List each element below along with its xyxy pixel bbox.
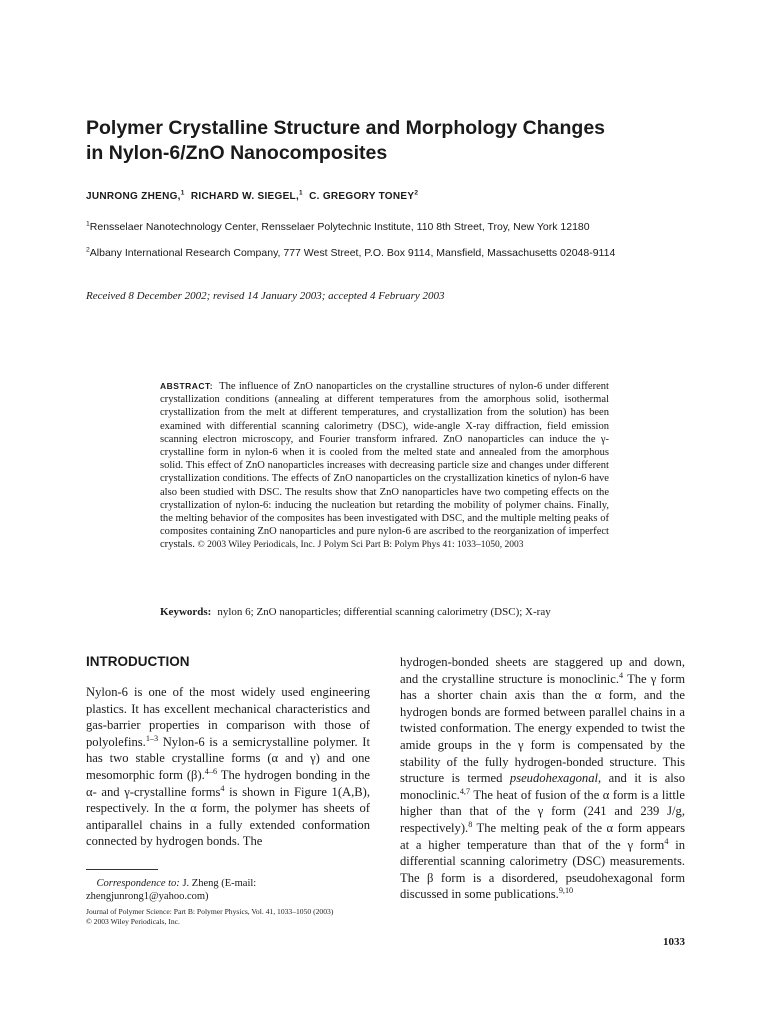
page-number: 1033 [663,936,685,948]
right-text-emphasis: pseudohexagonal [509,771,599,786]
affiliation-1-marker: 1 [86,220,90,228]
correspondence-footnote [86,877,370,903]
journal-copyright: © 2003 Wiley Periodicals, Inc. [86,917,180,926]
right-text-1: hydrogen-bonded sheets are staggered up and down, and the crystalline structure is monoclinic. [400,655,685,686]
right-ref-4: 4 [664,836,669,846]
body-column-left [86,684,370,850]
author-zheng: JUNRONG ZHENG, [86,191,181,202]
correspondence-label: Correspondence to: [96,878,180,889]
received-dates: Received 8 December 2002; revised 14 January 2003; accepted 4 February 2003 [86,290,445,302]
left-text-2: Nylon-6 is a semicrystalline polymer. It has two stable crystalline forms (α and γ) and one mesomorphic form (β). [86,734,370,782]
left-ref-1: 1–3 [145,733,159,743]
left-text-3: The hydrogen bonding in the α- and γ-crystalline forms [86,767,370,799]
section-heading-introduction: INTRODUCTION [86,654,190,669]
keywords-text: nylon 6; ZnO nanoparticles; differential scanning calorimetry (DSC); X-ray [217,606,551,618]
right-text-4: The heat of fusion of the α form is a little higher than that of the γ form (241 and 239 J/g, respectively). [400,787,685,835]
right-ref-2: 4,7 [459,786,471,796]
author-siegel-affiliation: 1 [299,189,303,197]
author-zheng-affiliation: 1 [180,189,185,197]
article-title [86,116,706,166]
abstract-citation: J Polym Sci Part B: Polym Phys 41: 1033–1050, 2003 [317,540,524,551]
author-toney-affiliation: 2 [414,189,419,197]
right-text-3: , and it is also monoclinic. [400,771,685,802]
affiliation-1 [86,220,590,234]
correspondence-text: J. Zheng (E-mail: zhengjunrong1@yahoo.com) [86,878,257,902]
keywords-label: Keywords: [160,606,212,618]
affiliation-1-text: Rensselaer Nanotechnology Center, Rensselaer Polytechnic Institute, 110 8th Street, Troy, New York 12180 [89,221,590,233]
body-column-right [400,654,685,903]
left-text-1: Nylon-6 is one of the most widely used engineering plastics. It has excellent mechanical characteristics and gas-barrier properties in comparison with those of polyolefins. [86,685,370,749]
abstract-copyright: © 2003 Wiley Periodicals, Inc. [197,540,315,551]
right-ref-3: 8 [468,819,473,829]
left-ref-2: 4–6 [204,766,218,776]
affiliation-2-marker: 2 [86,246,90,254]
right-text-2: The γ form has a shorter chain axis than the α form, and the hydrogen bonds are formed between parallel chains in a twisted conformation. The energy expended to twist the amide groups in the γ form is compensated by the stability of the fully hydrogen-bonded structure. This structure is termed [400,671,685,786]
abstract-body: The influence of ZnO nanoparticles on the crystalline structures of nylon-6 under different crystallization conditions (annealing at different temperatures from the amorphous solid, isothermal crystallization from the melt at different temperatures, and crystallization from the solution) has been examined with differential scanning calorimetry (DSC), wide-angle X-ray diffraction, field emission scanning electron microscopy, and Fourier transform infrared. ZnO nanoparticles can induce the γ-crystalline form in nylon-6 when it is cooled from the melted state and annealed from the amorphous solid. This effect of ZnO nanoparticles increases with decreasing particle size and changes under different crystallization conditions. The effects of ZnO nanoparticles on the crystallization kinetics of nylon-6 have also been studied with DSC. The results show that ZnO nanoparticles have two competing effects on the crystallization of nylon-6: inducing the nucleation but retarding the mobility of polymer chains. Finally, the melting behavior of the composites has been investigated with DSC, and the multiple melting peaks of composites containing ZnO nanoparticles and pure nylon-6 are ascribed to the reorganization of imperfect crystals. [160,381,609,551]
author-list [86,191,418,202]
affiliation-2-text: Albany International Research Company, 777 West Street, P.O. Box 9114, Mansfield, Massachusetts 02048-9114 [89,247,616,259]
keywords [160,606,620,618]
footnote-rule [86,869,158,870]
author-toney: C. GREGORY TONEY [309,191,415,202]
abstract-label: ABSTRACT: [160,381,214,391]
abstract [160,380,609,553]
title-line-2: in Nylon-6/ZnO Nanocomposites [86,142,388,164]
right-text-5: The melting peak of the α form appears at a higher temperature than that of the γ form [400,820,685,852]
left-ref-3: 4 [220,783,225,793]
journal-info: Journal of Polymer Science: Part B: Polymer Physics, Vol. 41, 1033–1050 (2003) [86,907,334,916]
right-text-6: in differential scanning calorimetry (DSC) measurements. The β form is a disordered, pseudohexagonal form discussed in some publications. [400,837,685,902]
author-siegel: RICHARD W. SIEGEL, [190,191,300,202]
title-line-1: Polymer Crystalline Structure and Morphology Changes [86,117,606,139]
right-ref-1: 4 [619,670,624,680]
affiliation-2 [86,246,615,260]
left-text-4: is shown in Figure 1(A,B), respectively. In the α form, the polymer has sheets of antiparallel chains in a fully extended conformation connected by hydrogen bonds. The [86,784,370,849]
right-ref-5: 9,10 [558,886,574,896]
